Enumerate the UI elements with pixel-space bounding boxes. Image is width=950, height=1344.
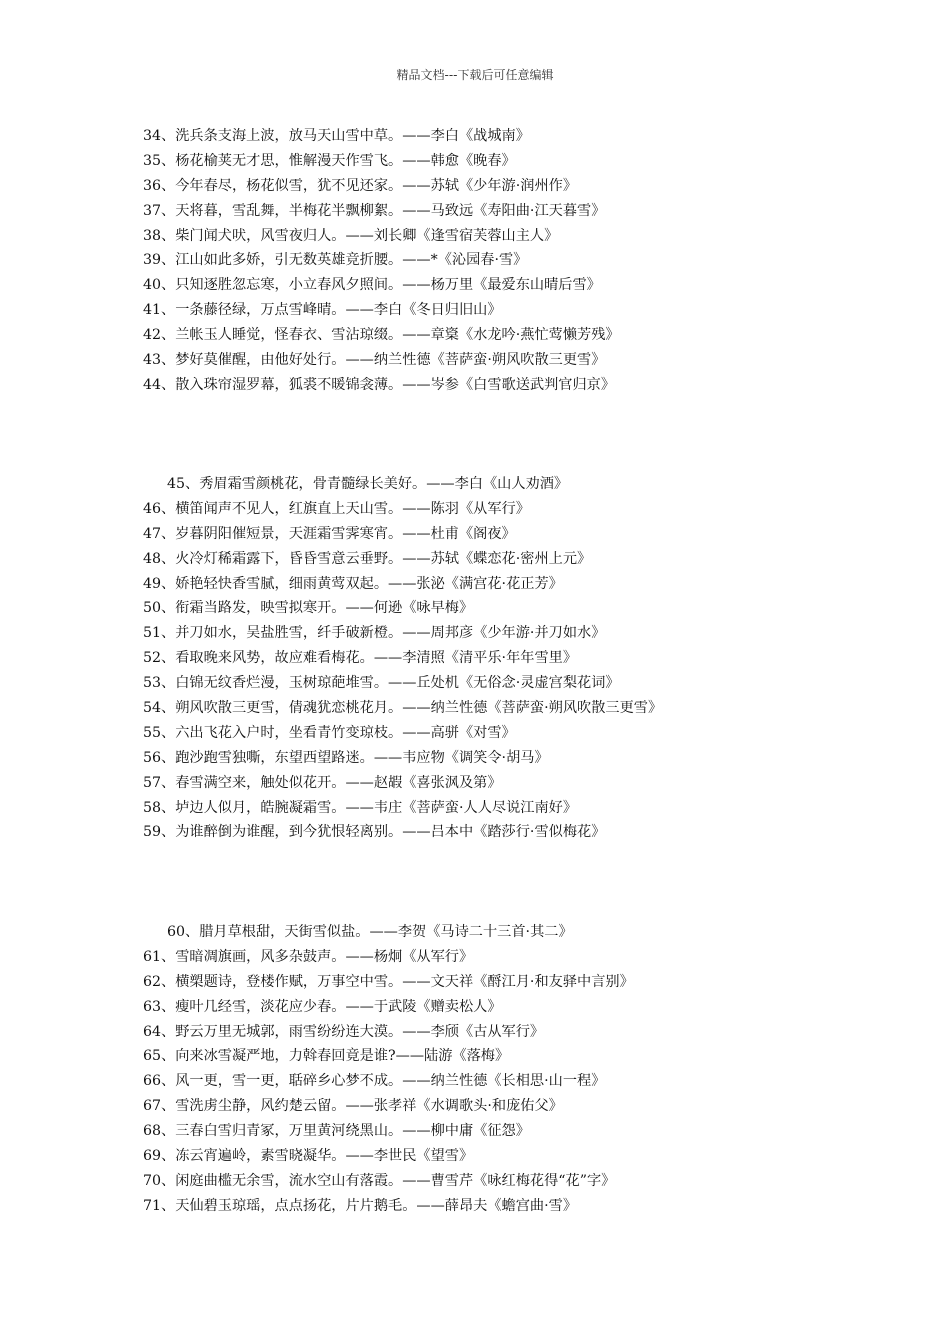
poem-line-44: 44、散入珠帘湿罗幕，狐裘不暖锦衾薄。——岑参《白雪歌送武判官归京》: [143, 376, 616, 393]
poem-line-58: 58、垆边人似月，皓腕凝霜雪。——韦庄《菩萨蛮·人人尽说江南好》: [143, 799, 578, 816]
poem-line-70: 70、闲庭曲槛无余雪，流水空山有落霞。——曹雪芹《咏红梅花得“花”字》: [143, 1172, 616, 1189]
poem-line-54: 54、朔风吹散三更雪，倩魂犹恋桃花月。——纳兰性德《菩萨蛮·朔风吹散三更雪》: [143, 700, 663, 717]
poem-line-36: 36、今年春尽，杨花似雪，犹不见还家。——苏轼《少年游·润州作》: [143, 177, 578, 194]
poem-line-45: 45、秀眉霜雪颜桃花，骨青髓绿长美好。——李白《山人劝酒》: [167, 476, 569, 492]
poem-line-43: 43、梦好莫催醒，由他好处行。——纳兰性德《菩萨蛮·朔风吹散三更雪》: [143, 352, 606, 369]
poem-line-34: 34、洗兵条支海上波，放马天山雪中草。——李白《战城南》: [143, 128, 530, 144]
poem-line-67: 67、雪洗虏尘静，风约楚云留。——张孝祥《水调歌头·和庞佑父》: [143, 1098, 563, 1115]
page-header: 精品文档---下载后可任意编辑: [396, 68, 554, 82]
poem-line-35: 35、杨花榆荚无才思，惟解漫天作雪飞。——韩愈《晚春》: [143, 152, 516, 169]
poem-line-40: 40、只知逐胜忽忘寒，小立春风夕照间。——杨万里《最爱东山晴后雪》: [143, 277, 601, 294]
poem-line-55: 55、六出飞花入户时，坐看青竹变琼枝。——高骈《对雪》: [143, 724, 516, 741]
poem-line-69: 69、冻云宵遍岭，素雪晓凝华。——李世民《望雪》: [143, 1148, 474, 1165]
poem-line-60: 60、腊月草根甜，天街雪似盐。——李贺《马诗二十三首·其二》: [167, 924, 573, 940]
poem-line-53: 53、白锦无纹香烂漫，玉树琼葩堆雪。——丘处机《无俗念·灵虚宫梨花词》: [143, 675, 620, 692]
poem-line-49: 49、娇艳轻快香雪腻，细雨黄莺双起。——张泌《满宫花·花正芳》: [143, 575, 563, 592]
poem-line-42: 42、兰帐玉人睡觉，怪春衣、雪沾琼缀。——章楶《水龙吟·燕忙莺懒芳残》: [143, 327, 620, 344]
poem-line-62: 62、横槊题诗，登楼作赋，万事空中雪。——文天祥《酹江月·和友驿中言别》: [143, 973, 634, 990]
poem-line-64: 64、野云万里无城郭，雨雪纷纷连大漠。——李颀《古从军行》: [143, 1023, 545, 1040]
poem-line-71: 71、天仙碧玉琼瑶，点点扬花，片片鹅毛。——薛昂夫《蟾宫曲·雪》: [143, 1197, 578, 1214]
poem-line-39: 39、江山如此多娇，引无数英雄竞折腰。——*《沁园春·雪》: [143, 252, 528, 269]
poem-line-46: 46、横笛闻声不见人，红旗直上天山雪。——陈羽《从军行》: [143, 500, 530, 517]
poem-line-63: 63、瘦叶几经雪，淡花应少春。——于武陵《赠卖松人》: [143, 998, 502, 1015]
poem-line-48: 48、火冷灯稀霜露下，昏昏雪意云垂野。——苏轼《蝶恋花·密州上元》: [143, 550, 592, 567]
poem-line-68: 68、三春白雪归青冢，万里黄河绕黑山。——柳中庸《征怨》: [143, 1123, 530, 1140]
poem-line-38: 38、柴门闻犬吠，风雪夜归人。——刘长卿《逢雪宿芙蓉山主人》: [143, 227, 559, 244]
poem-line-51: 51、并刀如水，吴盐胜雪，纤手破新橙。——周邦彦《少年游·并刀如水》: [143, 625, 606, 642]
poem-list-section-1: [143, 124, 863, 398]
poem-line-41: 41、一条藤径绿，万点雪峰晴。——李白《冬日归旧山》: [143, 302, 502, 319]
poem-line-59: 59、为谁醉倒为谁醒，到今犹恨轻离别。——吕本中《踏莎行·雪似梅花》: [143, 824, 606, 841]
poem-line-61: 61、雪暗凋旗画，风多杂鼓声。——杨炯《从军行》: [143, 948, 474, 965]
poem-list-section-3: [143, 920, 863, 1219]
poem-line-47: 47、岁暮阴阳催短景，天涯霜雪霁寒宵。——杜甫《阁夜》: [143, 525, 516, 542]
poem-line-56: 56、跑沙跑雪独嘶，东望西望路迷。——韦应物《调笑令·胡马》: [143, 749, 549, 766]
poem-line-66: 66、风一更，雪一更，聒碎乡心梦不成。——纳兰性德《长相思·山一程》: [143, 1073, 606, 1090]
poem-line-65: 65、向来冰雪凝严地，力斡春回竟是谁?——陆游《落梅》: [143, 1048, 510, 1065]
poem-line-50: 50、衔霜当路发，映雪拟寒开。——何逊《咏早梅》: [143, 600, 474, 617]
poem-line-37: 37、天将暮，雪乱舞，半梅花半飘柳絮。——马致远《寿阳曲·江天暮雪》: [143, 202, 606, 219]
poem-list-section-2: [143, 472, 863, 845]
poem-line-57: 57、春雪满空来，触处似花开。——赵嘏《喜张沨及第》: [143, 774, 502, 791]
poem-line-52: 52、看取晚来风势，故应难看梅花。——李清照《清平乐·年年雪里》: [143, 650, 578, 667]
